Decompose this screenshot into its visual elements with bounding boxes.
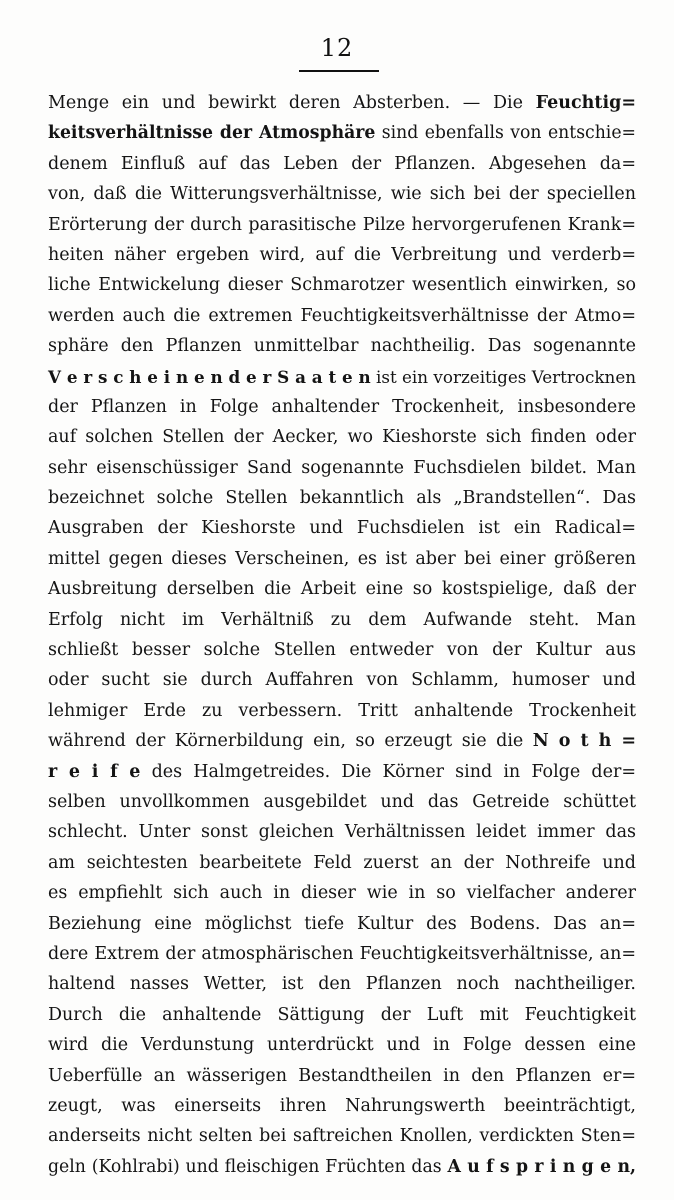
text-line	[48, 939, 636, 969]
text-line	[48, 696, 636, 726]
text-line	[48, 665, 636, 695]
text-line	[48, 270, 636, 300]
text-segment: Ausgraben der Kieshorste und Fuchsdielen ist ein Radical=	[48, 518, 636, 539]
text-segment: denem Einfluß auf das Leben der Pflanzen. Abgesehen da=	[48, 153, 636, 174]
text-segment: lehmiger Erde zu verbessern. Tritt anhaltende Trockenheit	[48, 700, 636, 721]
text-segment: Erörterung der durch parasitische Pilze hervorgerufenen Krank=	[48, 214, 636, 235]
emphasized-text: r e i f e	[48, 761, 141, 782]
text-segment: heiten näher ergeben wird, auf die Verbreitung und verderb=	[48, 244, 636, 265]
text-line	[48, 483, 636, 513]
text-segment: von, daß die Witterungsverhältnisse, wie sich bei der speciellen	[48, 184, 636, 205]
text-line	[48, 118, 636, 148]
text-segment: während der Körnerbildung ein, so erzeugt sie die	[48, 731, 533, 752]
text-segment: Durch die anhaltende Sättigung der Luft mit Feuchtigkeit	[48, 1004, 636, 1025]
text-line	[48, 635, 636, 665]
text-segment: sphäre den Pflanzen unmittelbar nachtheilig. Das sogenannte	[48, 336, 636, 357]
text-segment: der Pflanzen in Folge anhaltender Trockenheit, insbesondere	[48, 396, 636, 417]
text-segment: bezeichnet solche Stellen bekanntlich als „Brandstellen“. Das	[48, 488, 636, 509]
text-line	[48, 757, 636, 787]
text-line	[48, 969, 636, 999]
text-line	[48, 1121, 636, 1151]
text-segment: sehr eisenschüssiger Sand sogenannte Fuchsdielen bildet. Man	[48, 457, 636, 478]
text-segment: Beziehung eine möglichst tiefe Kultur des Bodens. Das an=	[48, 913, 636, 934]
text-segment: zeugt, was einerseits ihren Nahrungswerth beeinträchtigt,	[48, 1095, 636, 1116]
emphasized-text: keitsverhältnisse der Atmosphäre	[48, 123, 376, 144]
text-segment: Ausbreitung derselben die Arbeit eine so kostspielige, daß der	[48, 579, 636, 600]
text-line	[48, 909, 636, 939]
page-number-rule	[299, 70, 379, 72]
emphasized-text: V e r s c h e i n e n d e r S a a t e n	[48, 366, 371, 387]
text-line	[48, 848, 636, 878]
text-line	[48, 1061, 636, 1091]
text-line	[48, 817, 636, 847]
text-line	[48, 453, 636, 483]
text-line	[48, 878, 636, 908]
emphasized-text: N o t h =	[532, 731, 637, 752]
emphasized-text: A u f s p r i n g e n,	[447, 1156, 636, 1177]
text-line	[48, 149, 636, 179]
text-segment: auf solchen Stellen der Aecker, wo Kieshorste sich finden oder	[48, 427, 636, 448]
text-segment: geln (Kohlrabi) und fleischigen Früchten das	[48, 1156, 448, 1177]
text-line	[48, 210, 636, 240]
text-line	[48, 513, 636, 543]
text-line	[48, 362, 636, 392]
text-segment: schlecht. Unter sonst gleichen Verhältnissen leidet immer das	[48, 822, 636, 843]
text-line	[48, 301, 636, 331]
text-segment: des Halmgetreides. Die Körner sind in Folge der=	[140, 761, 636, 782]
text-segment: werden auch die extremen Feuchtigkeitsverhältnisse der Atmo=	[48, 305, 636, 326]
text-segment: Erfolg nicht im Verhältniß zu dem Aufwande steht. Man	[48, 609, 636, 630]
text-line	[48, 605, 636, 635]
text-line	[48, 1152, 636, 1182]
emphasized-text: Feuchtig=	[535, 93, 636, 113]
text-line	[48, 787, 636, 817]
page-number: 12	[320, 34, 354, 62]
text-segment: Ueberfülle an wässerigen Bestandtheilen in den Pflanzen er=	[48, 1065, 636, 1086]
text-segment: ist ein vorzeitiges Vertrocknen	[370, 366, 637, 387]
text-line	[48, 574, 636, 604]
text-segment: schließt besser solche Stellen entweder von der Kultur aus	[48, 640, 636, 661]
text-segment: sind ebenfalls von entschie=	[375, 123, 636, 144]
text-segment: anderseits nicht selten bei saftreichen Knollen, verdickten Sten=	[48, 1126, 636, 1147]
text-segment: oder sucht sie durch Auffahren von Schlamm, humoser und	[48, 670, 636, 691]
text-segment: dere Extrem der atmosphärischen Feuchtigkeitsverhältnisse, an=	[48, 943, 636, 964]
text-line	[48, 1091, 636, 1121]
text-line	[48, 422, 636, 452]
text-segment: wird die Verdunstung unterdrückt und in Folge dessen eine	[48, 1035, 636, 1056]
text-line	[48, 88, 636, 118]
text-segment: Menge ein und bewirkt deren Absterben. — Die	[48, 93, 536, 113]
text-segment: mittel gegen dieses Verscheinen, es ist aber bei einer größeren	[48, 548, 636, 569]
text-segment: selben unvollkommen ausgebildet und das Getreide schüttet	[48, 791, 636, 812]
text-segment: haltend nasses Wetter, ist den Pflanzen noch nachtheiliger.	[48, 974, 636, 995]
text-line	[48, 179, 636, 209]
text-line	[48, 392, 636, 422]
text-segment: am seichtesten bearbeitete Feld zuerst an der Nothreife und	[48, 852, 636, 873]
text-line	[48, 331, 636, 361]
text-line	[48, 1000, 636, 1030]
text-segment: liche Entwickelung dieser Schmarotzer wesentlich einwirken, so	[48, 275, 636, 296]
body-text	[48, 88, 636, 1182]
text-segment: es empfiehlt sich auch in dieser wie in so vielfacher anderer	[48, 883, 636, 904]
text-line	[48, 240, 636, 270]
text-line	[48, 544, 636, 574]
text-line	[48, 1030, 636, 1060]
text-line	[48, 726, 636, 756]
